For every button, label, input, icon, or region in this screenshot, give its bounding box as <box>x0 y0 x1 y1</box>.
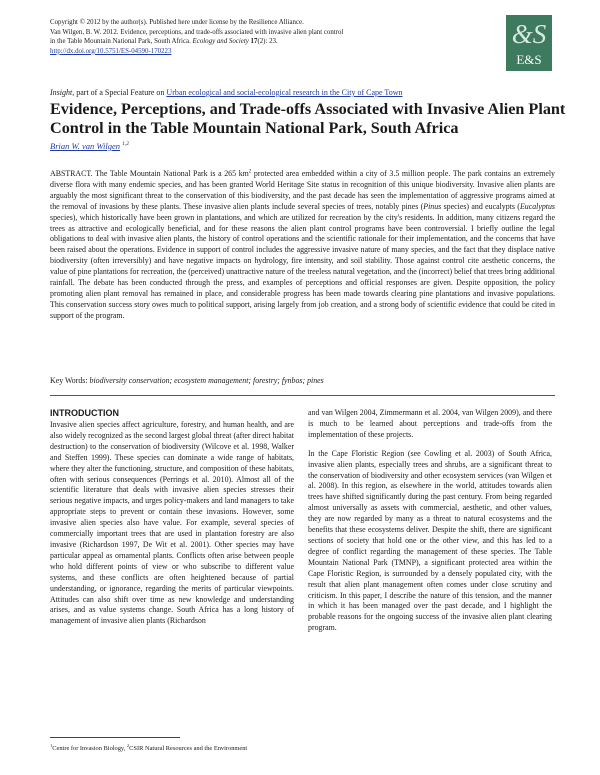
body-paragraph: In the Cape Floristic Region (see Cowling et al. 2003) of South Africa, invasive alien plants, especially trees and shrubs, are a significant threat to the conservation of biodiversity and other ecosystem services (van Wilgen et al. 2008). In this region, as elsewhere in the world, attitudes towards alien trees have shifted significantly during the past century. From being regarded almost universally as assets with commercial, aesthetic, and other values, they are now regarded by many as a threat to natural ecosystems and the benefits that these ecosystems deliver. Despite the shift, there are significant sections of society that hold one or the other view, and this has led to a degree of conflict regarding the management of these species. The Table Mountain National Park (TMNP), a significant protected area within the Cape Floristic Region, is surrounded by a densely populated city, with the result that alien plant management often comes under close scrutiny and criticism. In this paper, I describe the nature of this tension, and the manner in which it has been managed over the past decade, and I highlight the probable reasons for the ongoing success of the invasive alien plant clearing program. <box>308 448 552 633</box>
section-divider <box>50 395 555 396</box>
volume: 17 <box>250 38 258 46</box>
special-feature-link[interactable]: Urban ecological and social-ecological research in the City of Cape Town <box>166 88 403 97</box>
copyright-line: Copyright © 2012 by the author(s). Published here under license by the Resilience Alliance. <box>50 19 304 26</box>
keywords-terms: biodiversity conservation; ecosystem management; forestry; fynbos; pines <box>89 376 324 385</box>
paper-title: Evidence, Perceptions, and Trade-offs Associated with Invasive Alien Plant Control in the Table Mountain National Park, South Africa <box>50 100 566 137</box>
footnote: $^1$Centre for Invasion Biology, $^2$CSIR Natural Resources and the Environment <box>50 743 248 753</box>
issue-pages: (2): 23. <box>257 38 278 46</box>
abstract-label: ABSTRACT. <box>50 169 93 178</box>
body-paragraph: and van Wilgen 2004, Zimmermann et al. 2004, van Wilgen 2009), and there is much to be learned about perceptions and trade-offs from the implementation of these projects. <box>308 408 552 439</box>
logo-mark: &S <box>511 19 547 49</box>
keywords <box>50 376 555 386</box>
author-affiliation-marks: 1,2 <box>122 141 130 148</box>
doi-link[interactable]: http://dx.doi.org/10.5751/ES-04590-170223 <box>50 47 172 55</box>
body-paragraph: Invasive alien species affect agriculture, forestry, and human health, and are also widely recognized as the second largest global threat (after direct habitat destruction) to the conservation of biodiversity (Wilcove et al. 1998, Walker and Steffen 1999). These species can dominate a wide range of habitats, where they alter the functioning, structure, and composition of these habitats, often with serious consequences (Perrings et al. 2010). Almost all of the scientific literature that deals with invasive alien species stresses their serious negative impacts, and urges policy-makers and land managers to take appropriate steps to prevent or contain these invasions. However, some invasive alien species also have value. For example, several species of commercially important trees that are used in plantation forestry are also invasive (Richardson 1997, De Wit et al. 2001). Other species may have particular appeal as ornamental plants. Conflicts often arise between people who hold different points of view or who subscribe to different value systems, and these conflicts are often heightened because of partial understanding, or ignorance, regarding the merits of particular viewpoints. Attitudes can also shift over time as new knowledge and understanding arises, and as value systems change. South Africa has a long history of management of invasive alien plants (Richardson <box>50 420 294 626</box>
body-column-right <box>308 408 552 642</box>
journal-name: Ecology and Society <box>192 38 249 46</box>
author-line <box>50 141 129 151</box>
citation-line: Van Wilgen, B. W. 2012. Evidence, perceptions, and trade-offs associated with invasive alien plant control <box>50 28 344 36</box>
journal-logo <box>506 15 552 71</box>
section-heading-introduction: INTRODUCTION <box>50 408 119 418</box>
body-column-left <box>50 408 294 635</box>
keywords-label: Key Words: <box>50 376 90 385</box>
citation-line-2: in the Table Mountain National Park, South Africa. Ecology and Society 17(2): 23. <box>50 38 278 46</box>
logo-text: E&S <box>516 52 542 67</box>
abstract: ABSTRACT. The Table Mountain National Park is a 265 $km^2$ protected area embedded within a city of 3.5 million people. The park contains an extremely diverse flora with many endemic species, and has been granted World Heritage Site status in recognition of this unique biodiversity. Invasive alien plants are arguably the most significant threat to the conservation of this biodiversity, and the past decade has seen the implementation of aggressive programs aimed at the removal of invasions by these plants. These invasive alien plants include several species of trees, notably pines (Pinus species) and eucalypts (Eucalyptus species), which historically have been grown in plantations, and which are utilized for recreation by the city's residents. In addition, many citizens regard the trees as attractive and ecologically beneficial, and for these reasons the alien plant control programs have been controversial. I briefly outline the legal obligations to deal with invasive alien plants, the history of control operations and the scientific rationale for their implementation, and the concerns that have been raised about the operations. Evidence in support of control includes the aggressive invasive nature of many species, and the fact that they displace native biodiversity (often irreversibly) and have negative impacts on hydrology, fire intensity, and soil stability. Those against control cite aesthetic concerns, the value of pine plantations for recreation, the (perceived) unattractive nature of the treeless natural vegetation, and the (incorrect) belief that trees bring additional rainfall. The debate has been conducted through the press, and examples of perceptions and official responses are given. Despite opposition, the policy promoting alien plant removal has remained in place, and considerable progress has been made towards clearing pine plantations and invasive populations. This conservation success story owes much to political support, arising largely from job creation, and a strong body of scientific evidence that could be cited in support of the program. <box>50 169 555 320</box>
footnote-divider <box>50 737 180 738</box>
article-type: Insight <box>50 88 73 97</box>
author-link[interactable]: Brian W. van Wilgen <box>50 141 121 151</box>
header-block <box>50 18 480 56</box>
special-feature-line: Insight, part of a Special Feature on Urban ecological and social-ecological research in the City of Cape Town <box>50 88 403 97</box>
